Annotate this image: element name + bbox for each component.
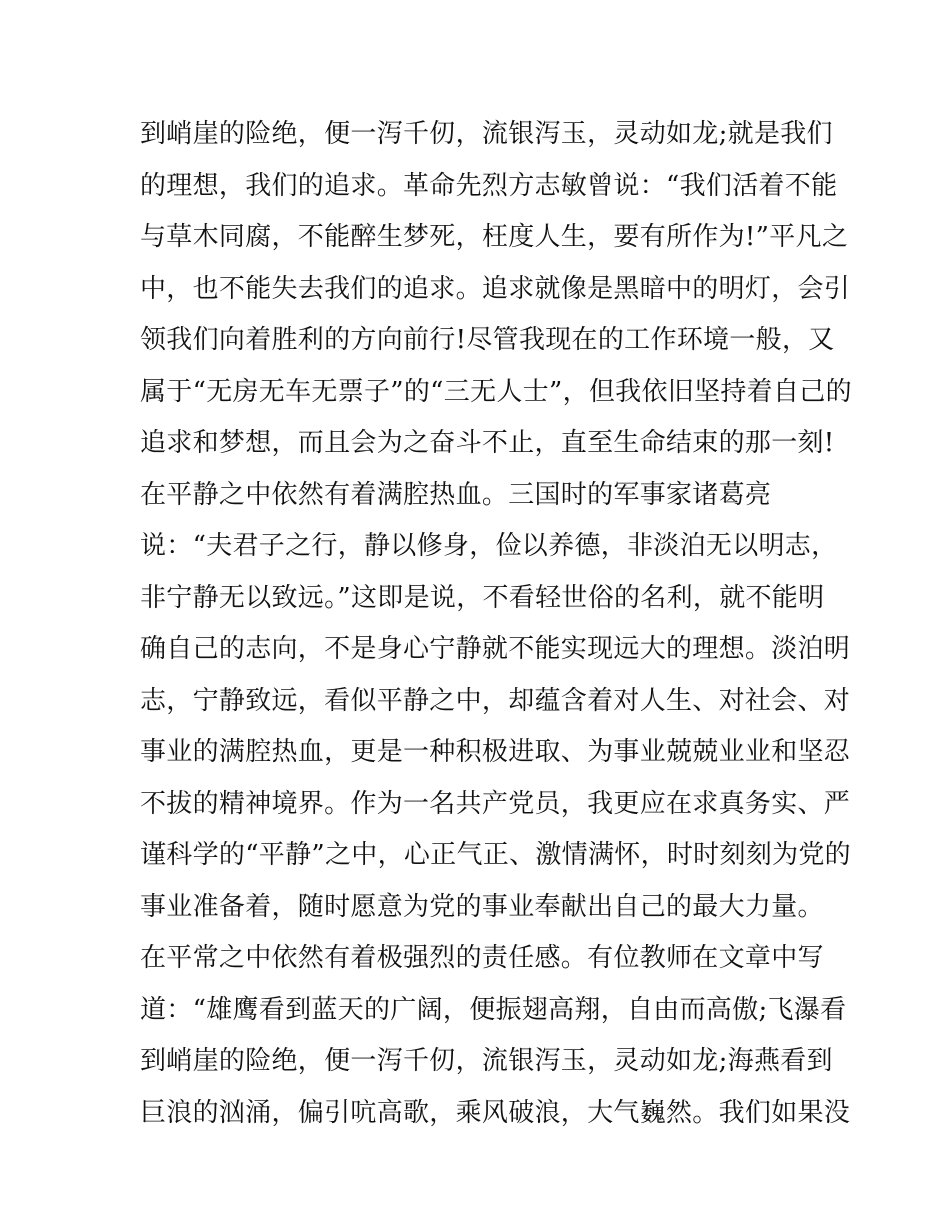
text-line: 到峭崖的险绝，便一泻千仞，流银泻玉，灵动如龙;就是我们 [140, 119, 833, 149]
text-line: 中，也不能失去我们的追求。追求就像是黑暗中的明灯，会引 [140, 273, 851, 304]
text-line: 志，宁静致远，看似平静之中，却蕴含着对人生、对社会、对 [140, 685, 851, 716]
text-line: 事业的满腔热血，更是一种积极进取、为事业兢兢业业和坚忍 [140, 737, 851, 767]
text-line: 在平常之中依然有着极强烈的责任感。有位教师在文章中写 [140, 943, 824, 973]
body-text [140, 109, 852, 1139]
text-line: 巨浪的汹涌，偏引吭高歌，乘风破浪，大气巍然。我们如果没 [140, 1097, 851, 1128]
text-line: 道：“雄鹰看到蓝天的广阔，便振翅高翔，自由而高傲;飞瀑看 [140, 994, 847, 1025]
text-line: 追求和梦想，而且会为之奋斗不止，直至生命结束的那一刻! [140, 428, 835, 458]
text-line: 的理想，我们的追求。革命先烈方志敏曾说：“我们活着不能 [140, 170, 838, 201]
text-line: 在平静之中依然有着满腔热血。三国时的军事家诸葛亮 [140, 479, 772, 510]
text-line: 谨科学的“平静”之中，心正气正、激情满怀，时时刻刻为党的 [140, 840, 851, 870]
text-line: 属于“无房无车无票子”的“三无人士”，但我依旧坚持着自己的 [140, 376, 852, 407]
text-line: 到峭崖的险绝，便一泻千仞，流银泻玉，灵动如龙;海燕看到 [140, 1046, 833, 1076]
text-line: 说：“夫君子之行，静以修身，俭以养德，非淡泊无以明志， [140, 531, 838, 561]
text-line: 与草木同腐，不能醉生梦死，枉度人生，要有所作为!”平凡之 [140, 222, 849, 252]
text-line: 非宁静无以致远。”这即是说，不看轻世俗的名利，就不能明 [140, 582, 825, 613]
text-line: 事业准备着，随时愿意为党的事业奉献出自己的最大力量。 [140, 891, 824, 922]
text-line: 领我们向着胜利的方向前行!尽管我现在的工作环境一般，又 [140, 325, 835, 355]
text-line: 不拔的精神境界。作为一名共产党员，我更应在求真务实、严 [140, 788, 851, 819]
text-line: 确自己的志向，不是身心宁静就不能实现远大的理想。淡泊明 [140, 634, 851, 664]
